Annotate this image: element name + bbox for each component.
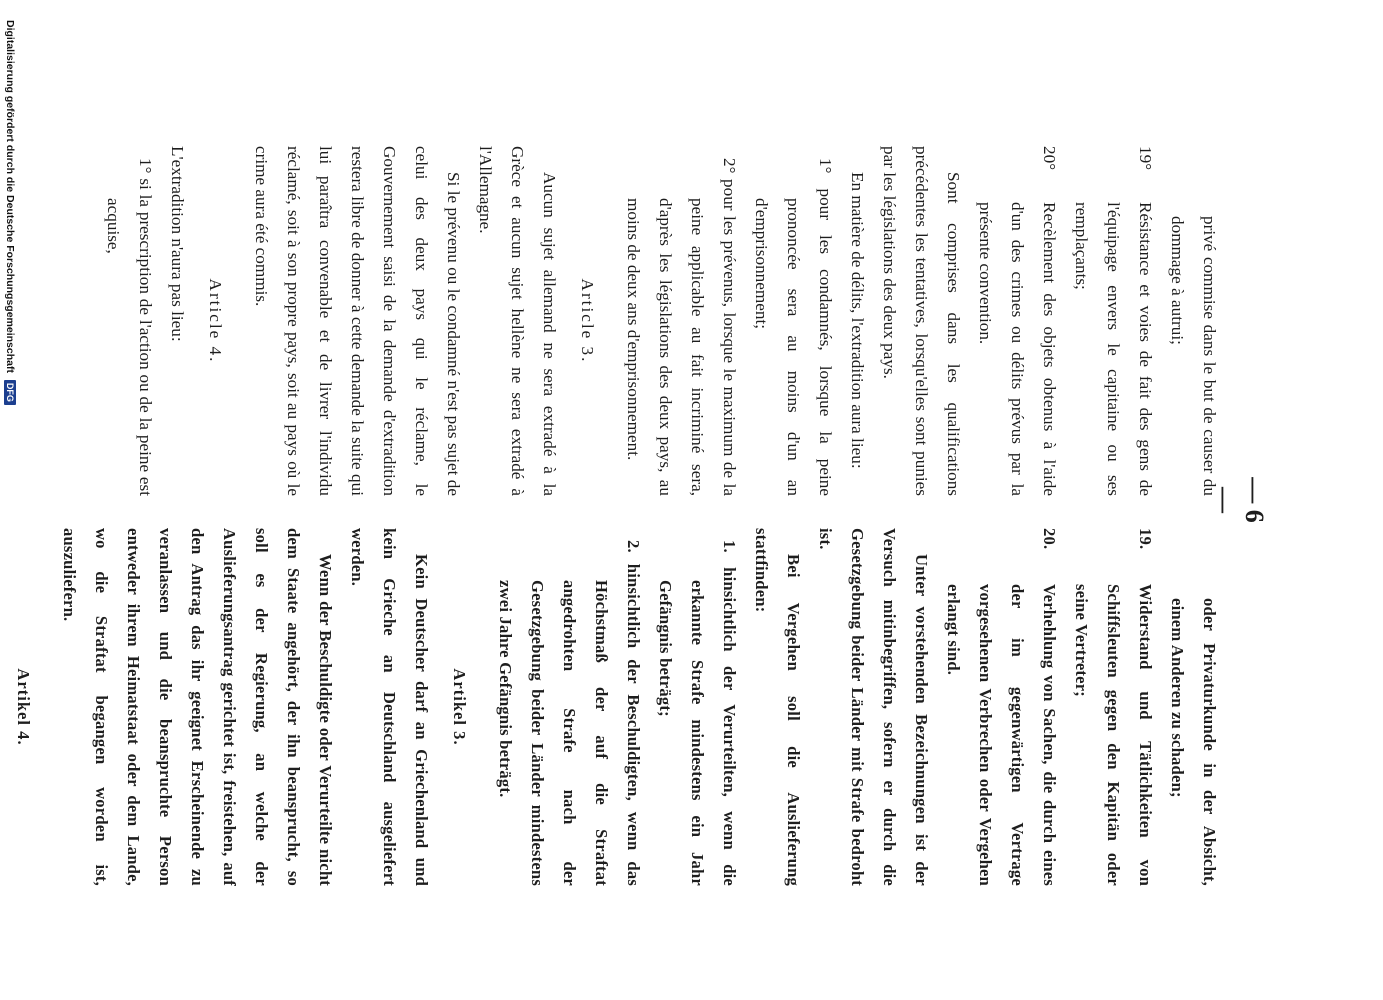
fr-article-4-sub-1-text: si la prescription de l'action ou de la peine est acquise, <box>104 178 155 496</box>
fr-sub-1-text: pour les condamnés, lorsque la peine prononcée sera au moins d'un an d'emprisonnement; <box>752 188 835 496</box>
de-sub-2-number: 2. <box>624 540 643 553</box>
digitization-notice <box>4 20 16 405</box>
fr-para-delits: En matière de délits, l'extradition aura lieu: <box>848 172 867 469</box>
de-item-20-text: Verhehlung von Sachen, die durch eines der im gegenwärtigen Vertrage vorgesehenen Verbrechen oder Vergehen erlangt sind. <box>944 584 1059 886</box>
fr-article-4-sub-1-number: 1° <box>136 158 155 174</box>
fr-item-19-number: 19° <box>1136 146 1155 171</box>
dfg-logo: DFG <box>4 380 16 405</box>
de-para-versuch: Unter vorstehenden Bezeichnungen ist der Versuch mitinbegriffen, sofern er durch die Gesetzgebung beider Länder mit Strafe bedroht ist. <box>816 528 931 886</box>
fr-item-19-text: Résistance et voies de fait des gens de l'équipage envers le capitaine ou ses remplaçants; <box>1072 202 1155 496</box>
de-item-19-text: Widerstand und Tätlichkeiten von Schiffsleuten gegen den Kapitän oder seine Vertreter; <box>1072 584 1155 886</box>
de-sub-1-number: 1. <box>720 540 739 553</box>
fr-item-20-number: 20° <box>1040 146 1059 171</box>
de-article-3-heading: Artikel 3. <box>450 668 469 746</box>
fr-sub-2-number: 2° <box>720 158 739 174</box>
fr-item-20-text: Recèlement des objets obtenus à l'aide d'un des crimes ou délits prévus par la présente convention. <box>976 202 1059 496</box>
fr-sub-2-text: pour les prévenus, lorsque le maximum de la peine applicable au fait incriminé sera, d'après les législations des deux pays, au moins de deux ans d'emprisonnement. <box>624 179 739 497</box>
de-article-3-p1: Kein Deutscher darf an Griechenland und kein Grieche an Deutschland ausgeliefert werden. <box>348 528 431 886</box>
de-item-19 <box>1065 528 1161 886</box>
french-column <box>97 146 1225 496</box>
fr-item-20 <box>969 146 1065 496</box>
fr-article-3-heading: Article 3. <box>578 278 597 364</box>
de-article-4-heading: Artikel 4. <box>14 668 33 746</box>
fr-article-4-sub-1 <box>97 146 161 496</box>
fr-item-19 <box>1065 146 1161 496</box>
fr-article-4-heading: Article 4. <box>206 278 225 364</box>
fr-article-4-intro: L'extradition n'aura pas lieu: <box>168 146 187 342</box>
de-item-19-number: 19. <box>1136 528 1155 550</box>
de-item-20-number: 20. <box>1040 528 1059 550</box>
de-para-vergehen: Bei Vergehen soll die Auslieferung stattfinden: <box>752 528 803 886</box>
de-sub-2-text: hinsichtlich der Beschuldigten, wenn das Höchstmaß der auf die Straftat angedrohten Strafe nach der Gesetzgebung beider Länder mindestens zwei Jahre Gefängnis beträgt. <box>496 563 643 886</box>
fr-top-continuation: privé commise dans le but de causer du dommage à autrui; <box>1168 216 1219 496</box>
german-column <box>0 528 1225 886</box>
fr-sub-1-number: 1° <box>816 158 835 174</box>
de-item-20 <box>937 528 1065 886</box>
de-sub-2 <box>489 528 649 886</box>
fr-article-3-p2: Si le prévenu ou le condamné n'est pas sujet de celui des deux pays qui le réclame, le Gouvernement saisi de la demande d'extradition restera libre de donner à cette demande la suite qui lui paraîtra convenable et de livrer l'individu réclamé, soit à son propre pays, soit au pays où le crime aura été commis. <box>252 146 463 496</box>
fr-para-tentatives: Sont comprises dans les qualifications précédentes les tentatives, lorsqu'elles sont punies par les législations des deux pays. <box>880 146 963 496</box>
de-sub-1 <box>649 528 745 886</box>
digitization-notice-text: Digitalisierung gefördert durch die Deutsche Forschungsgemeinschaft <box>4 20 16 373</box>
fr-article-3-p1: Aucun sujet allemand ne sera extradé à la Grèce et aucun sujet hellène ne sera extradé à l'Allemagne. <box>476 146 559 496</box>
de-article-4-intro <box>0 528 1 886</box>
de-article-3-p2: Wenn der Beschuldigte oder Verurteilte nicht dem Staate angehört, der ihn beansprucht, so soll es der Regierung, an welche der Auslieferungsantrag gerichtet ist, freistehen, auf den Antrag das ihr geeignet Erscheinende zu veranlassen und die beanspruchte Person entweder ihrem Heimatstaat oder dem Lande, wo die Straftat begangen worden ist, auszuliefern. <box>60 528 335 886</box>
fr-sub-2 <box>617 146 745 496</box>
de-sub-1-text: hinsichtlich der Verurteilten, wenn die erkannte Strafe mindestens ein Jahr Gefängnis beträgt; <box>656 567 739 886</box>
de-top-continuation: oder Privaturkunde in der Absicht, einem Anderen zu schaden; <box>1168 598 1219 886</box>
fr-sub-1 <box>745 146 841 496</box>
page-number: — 6 — <box>1210 477 1269 523</box>
